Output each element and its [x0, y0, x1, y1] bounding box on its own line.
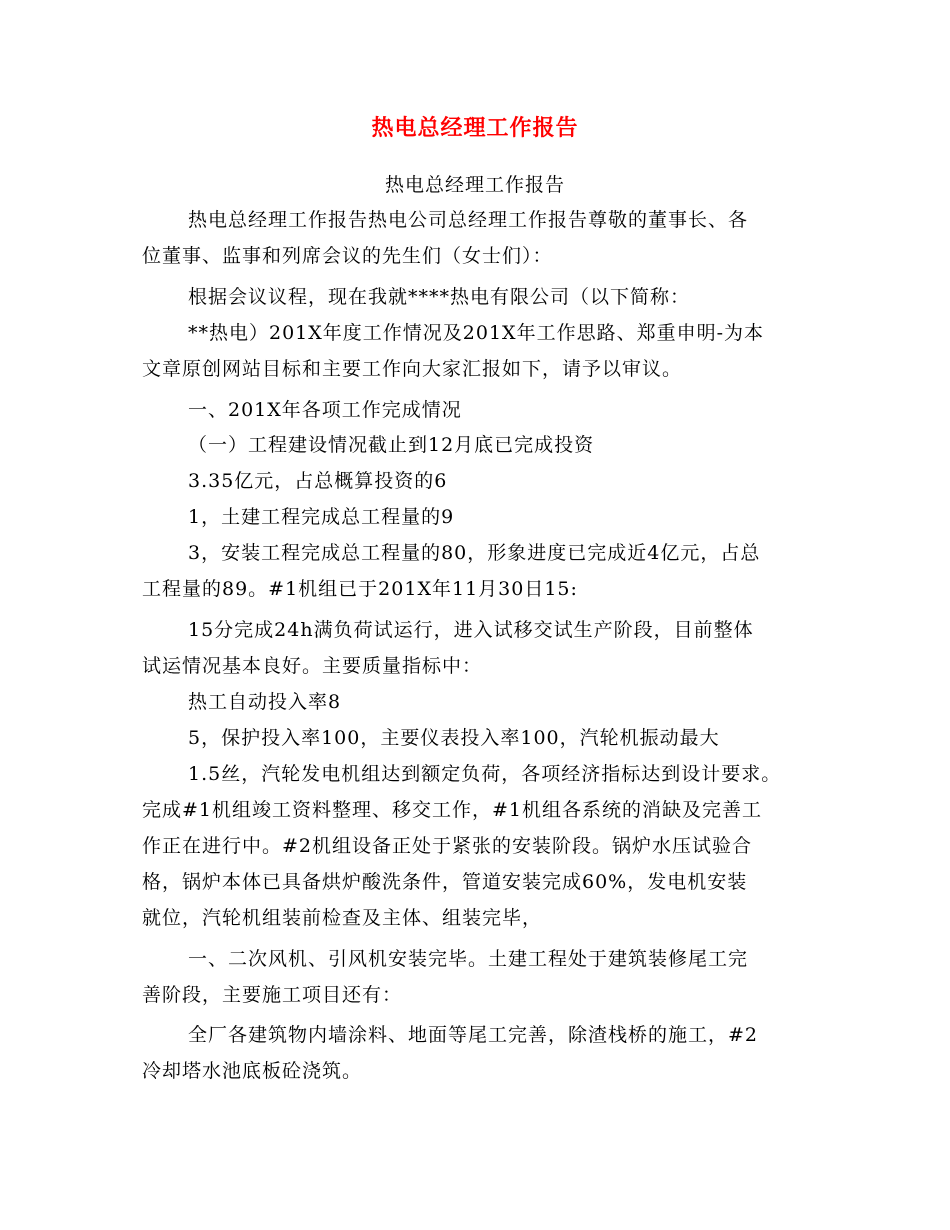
- paragraph-line: （一）工程建设情况截止到12月底已完成投资: [188, 434, 595, 456]
- paragraph-line: 完成#1机组竣工资料整理、移交工作，#1机组各系统的消缺及完善工: [142, 799, 763, 821]
- paragraph-line: 15分完成24h满负荷试运行，进入试移交试生产阶段，目前整体: [188, 619, 754, 641]
- paragraph-line: 就位，汽轮机组装前检查及主体、组装完毕，: [142, 907, 543, 929]
- paragraph-line: 根据会议议程，现在我就****热电有限公司（以下简称：: [188, 286, 691, 308]
- paragraph-line: **热电）201X年度工作情况及201X年工作思路、郑重申明-为本: [188, 322, 765, 344]
- paragraph-line: 热电总经理工作报告热电公司总经理工作报告尊敬的董事长、各: [188, 209, 749, 231]
- document-title: 热电总经理工作报告: [371, 115, 579, 141]
- paragraph-line: 1，土建工程完成总工程量的9: [188, 506, 455, 528]
- paragraph-line: 格，锅炉本体已具备烘炉酸洗条件，管道安装完成60%，发电机安装: [142, 871, 748, 893]
- paragraph-line: 热工自动投入率8: [188, 691, 342, 713]
- paragraph-line: 位董事、监事和列席会议的先生们（女士们）：: [142, 245, 553, 267]
- paragraph-line: 1.5丝，汽轮发电机组达到额定负荷，各项经济指标达到设计要求。: [188, 763, 782, 785]
- paragraph-line: 文章原创网站目标和主要工作向大家汇报如下，请予以审议。: [142, 358, 683, 380]
- paragraph-line: 3.35亿元，占总概算投资的6: [188, 470, 448, 492]
- document-subtitle: 热电总经理工作报告: [384, 174, 565, 196]
- paragraph-line: 试运情况基本良好。主要质量指标中：: [142, 655, 483, 677]
- paragraph-line: 一、201X年各项工作完成情况: [188, 399, 462, 421]
- paragraph-line: 善阶段，主要施工项目还有：: [142, 984, 403, 1006]
- paragraph-line: 工程量的89。#1机组已于201X年11月30日15:: [142, 578, 578, 600]
- paragraph-line: 作正在进行中。#2机组设备正处于紧张的安装阶段。锅炉水压试验合: [142, 835, 753, 857]
- paragraph-line: 冷却塔水池底板砼浇筑。: [142, 1060, 363, 1082]
- paragraph-line: 5，保护投入率100，主要仪表投入率100，汽轮机振动最大: [188, 727, 720, 749]
- paragraph-line: 全厂各建筑物内墙涂料、地面等尾工完善，除渣栈桥的施工，#2: [188, 1024, 759, 1046]
- paragraph-line: 一、二次风机、引风机安装完毕。土建工程处于建筑装修尾工完: [188, 948, 749, 970]
- paragraph-line: 3，安装工程完成总工程量的80，形象进度已完成近4亿元，占总: [188, 542, 761, 564]
